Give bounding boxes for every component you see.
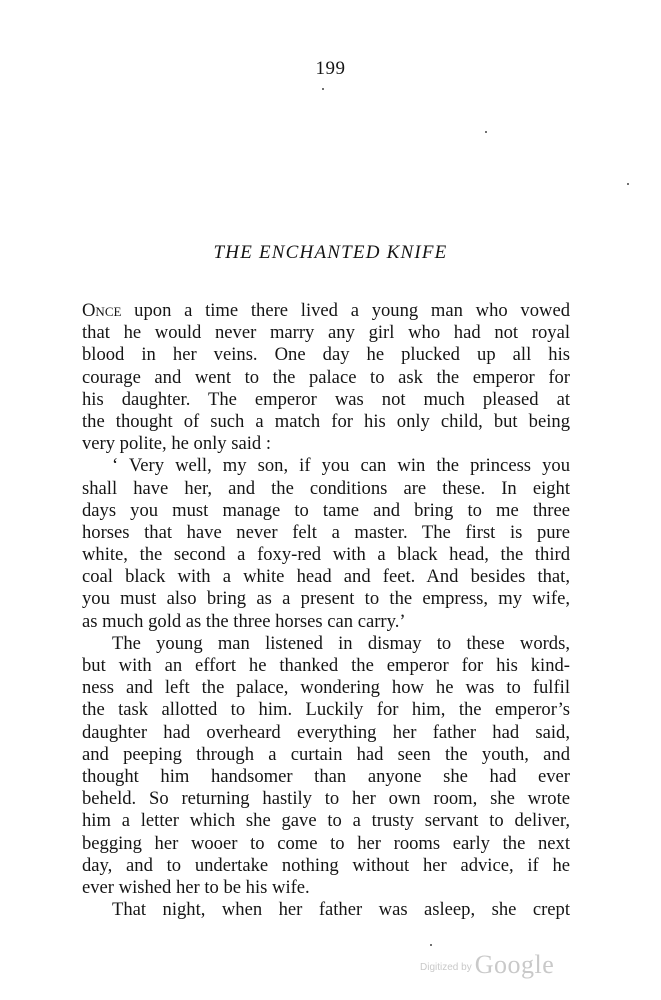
text-line: ness and left the palace, wondering how he was to fulfil (82, 677, 570, 699)
text-line: him a letter which she gave to a trusty servant to deliver, (82, 810, 570, 832)
text-line: very polite, he only said : (82, 433, 271, 455)
text-line: The young man listened in dismay to these words, (112, 632, 570, 654)
text-line: the thought of such a match for his only child, but being (82, 410, 570, 432)
paragraph (82, 633, 570, 899)
text-line: days you must manage to tame and bring to me three (82, 499, 570, 521)
text-line: that he would never marry any girl who had not royal (82, 322, 570, 344)
text-line: coal black with a white head and feet. And besides that, (82, 566, 570, 588)
chapter-title: THE ENCHANTED KNIFE (213, 242, 448, 263)
text-line: white, the second a foxy-red with a black head, the third (82, 544, 570, 566)
watermark-small-text: Digitized by (420, 962, 472, 973)
text-line: horses that have never felt a master. The first is pure (82, 521, 570, 543)
body-text (82, 300, 570, 921)
text-line: but with an effort he thanked the emperor for his kind- (82, 655, 570, 676)
text-line (82, 300, 570, 322)
text-line: and peeping through a curtain had seen the youth, and (82, 743, 570, 765)
text-line: day, and to undertake nothing without her advice, if he (82, 854, 570, 876)
text-line-rest: upon a time there lived a young man who vowed (121, 300, 570, 321)
text-line: his daughter. The emperor was not much pleased at (82, 388, 570, 410)
text-line: ‘ Very well, my son, if you can win the princess you (112, 455, 570, 477)
google-logo: Google (474, 950, 555, 979)
text-line: blood in her veins. One day he plucked up all his (82, 344, 570, 366)
text-line: you must also bring as a present to the empress, my wife, (82, 588, 570, 610)
scan-speck (430, 944, 432, 946)
paragraph (82, 300, 570, 455)
text-line: as much gold as the three horses can carry.’ (82, 610, 406, 632)
text-line: daughter had overheard everything her father had said, (82, 721, 570, 743)
digitized-by-google-watermark (420, 950, 554, 982)
scan-speck (485, 131, 487, 133)
text-line: the task allotted to him. Luckily for him, the emperor’s (82, 699, 570, 721)
text-line: That night, when her father was asleep, she crept (112, 899, 570, 921)
text-line: beheld. So returning hastily to her own room, she wrote (82, 788, 570, 810)
text-line: courage and went to the palace to ask the emperor for (82, 366, 570, 388)
page-number: 199 (315, 58, 346, 79)
drop-word: Once (82, 300, 122, 321)
text-line: thought him handsomer than anyone she had ever (82, 765, 570, 787)
paragraph (82, 455, 570, 633)
paragraph (82, 899, 570, 921)
text-line: shall have her, and the conditions are these. In eight (82, 477, 570, 499)
scan-speck (627, 183, 629, 185)
text-line: begging her wooer to come to her rooms early the next (82, 832, 570, 854)
text-line: ever wished her to be his wife. (82, 876, 310, 898)
scan-speck (322, 88, 324, 90)
